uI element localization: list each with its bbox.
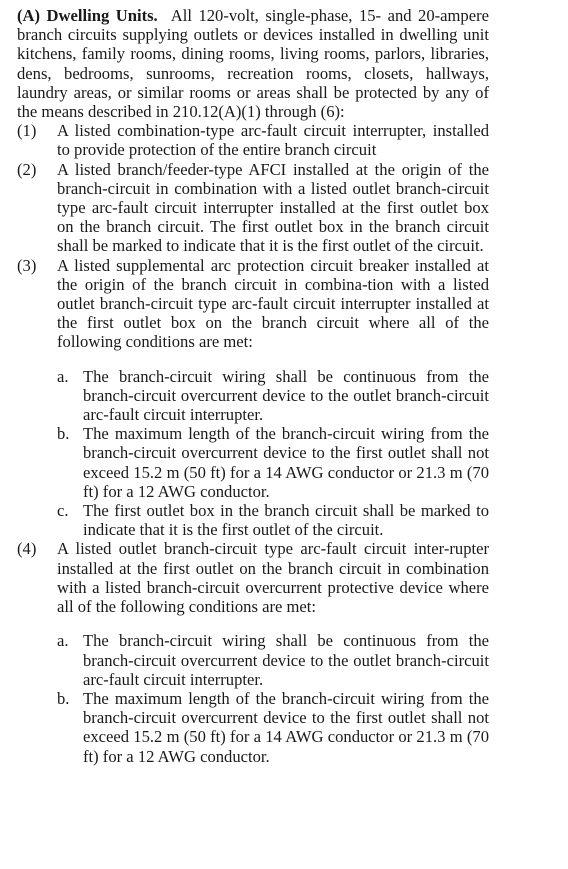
item-text: A listed branch/feeder-type AFCI installed at the origin of the branch-circuit in combination with a listed outlet branch-circuit type arc-fault circuit interrupter installed at the first outlet box on the branch circuit. The first outlet box in the branch circuit shall be marked to indicate that it is the first outlet of the circuit. [57, 159, 489, 256]
sublist-item-c [57, 501, 489, 539]
item-text: A listed combination-type arc-fault circuit interrupter, installed to provide protection of the entire branch circuit [57, 121, 489, 160]
sub-item-letter: b. [57, 424, 70, 444]
sub-item-letter: a. [57, 366, 69, 386]
sublist-item-a [57, 631, 489, 689]
sublist [57, 367, 489, 540]
sub-item-letter: b. [57, 688, 70, 708]
sublist-item-b [57, 689, 489, 766]
sub-item-letter: a. [57, 631, 69, 651]
sub-item-text: The maximum length of the branch-circuit wiring from the branch-circuit overcurrent device to the first outlet shall not exceed 15.2 m (50 ft) for a 14 AWG conductor or 21.3 m (70 ft) for a 12 AWG conductor. [83, 688, 489, 766]
sublist-item-b [57, 424, 489, 501]
sublist-item-a [57, 367, 489, 425]
sub-item-text: The branch-circuit wiring shall be continuous from the branch-circuit overcurrent device to the outlet branch-circuit arc-fault circuit interrupter. [83, 631, 489, 689]
item-number: (3) [17, 255, 37, 275]
section-intro-text: All 120-volt, single-phase, 15- and 20-ampere branch circuits supplying outlets or devices installed in dwelling unit kitchens, family rooms, dining rooms, living rooms, parlors, libraries, dens, bedrooms, sunrooms, recreation rooms, closets, hallways, laundry areas, or similar rooms or areas shall be protected by any of the means described in 210.12(A)(1) through (6): [17, 6, 489, 122]
section-heading: (A) Dwelling Units. [17, 6, 158, 25]
list-item-1 [17, 121, 489, 159]
list-item-3 [17, 256, 489, 540]
section-intro-paragraph [17, 6, 489, 121]
item-text: A listed supplemental arc protection circuit breaker installed at the origin of the branch circuit in combina-tion with a listed outlet branch-circuit type arc-fault circuit interrupter installed at the first outlet box on the branch circuit where all of the following conditions are met: [57, 255, 489, 352]
sub-item-text: The maximum length of the branch-circuit wiring from the branch-circuit overcurrent device to the first outlet shall not exceed 15.2 m (50 ft) for a 14 AWG conductor or 21.3 m (70 ft) for a 12 AWG conductor. [83, 424, 489, 501]
sub-item-letter: c. [57, 501, 69, 521]
item-number: (2) [17, 159, 37, 179]
item-text: A listed outlet branch-circuit type arc-fault circuit inter-rupter installed at the first outlet on the branch circuit in combination with a listed branch-circuit overcurrent protective device where all of the following conditions are met: [57, 539, 489, 617]
item-number: (4) [17, 539, 37, 559]
sublist [57, 631, 489, 765]
sub-item-text: The first outlet box in the branch circuit shall be marked to indicate that it is the first outlet of the circuit. [83, 501, 489, 540]
list-item-2 [17, 160, 489, 256]
sub-item-text: The branch-circuit wiring shall be continuous from the branch-circuit overcurrent device to the outlet branch-circuit arc-fault circuit interrupter. [83, 366, 489, 425]
item-number: (1) [17, 121, 37, 141]
list-item-4 [17, 539, 489, 765]
